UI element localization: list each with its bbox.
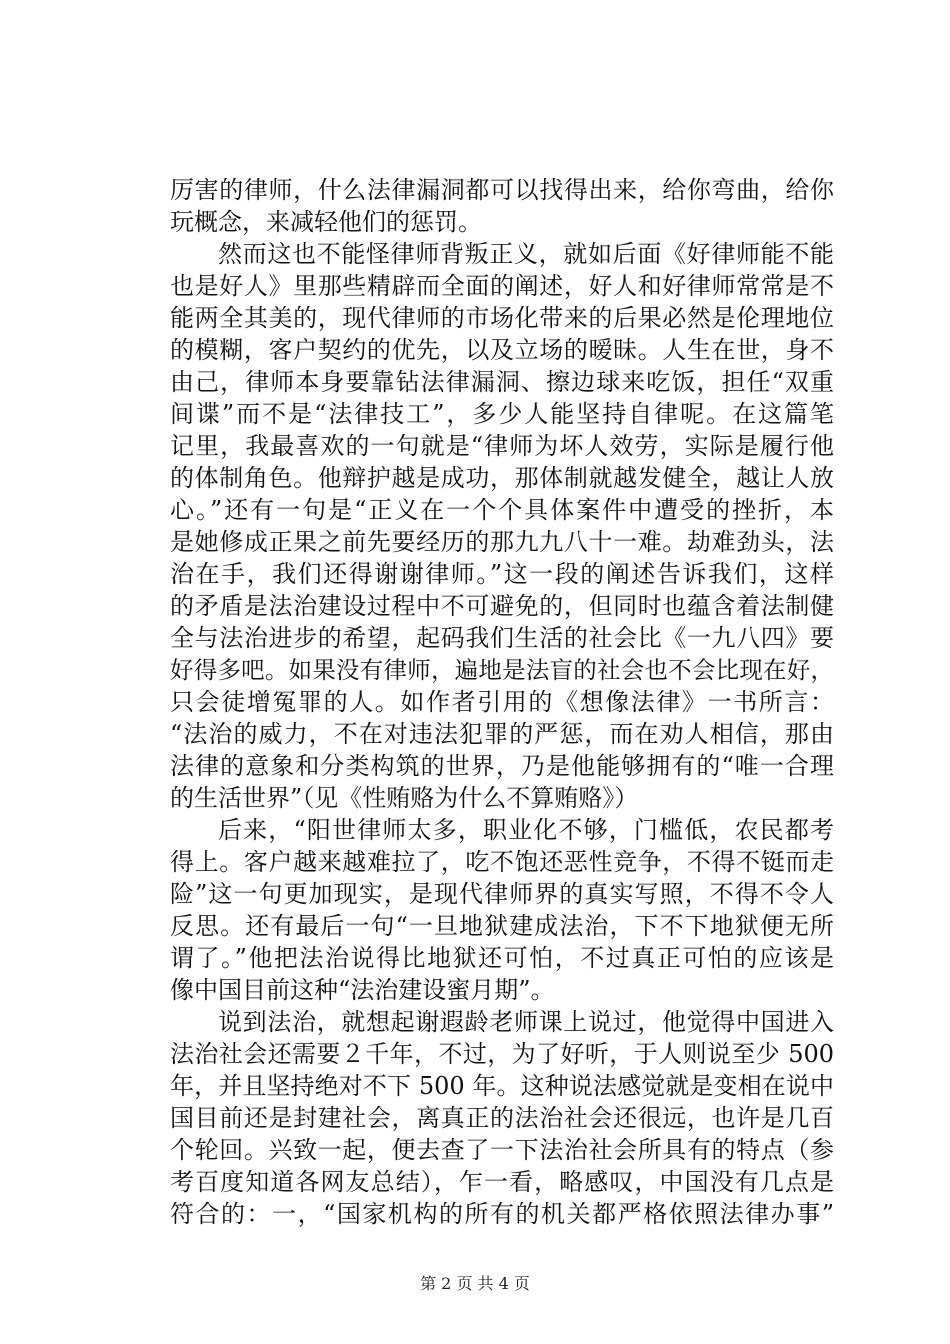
text-line: 的模糊，客户契约的优先，以及立场的暧昧。人生在世，身不 xyxy=(170,336,834,364)
text-line: 只会徒增冤罪的人。如作者引用的《想像法律》一书所言： xyxy=(170,688,834,716)
text-line: 后来，“阳世律师太多，职业化不够，门槛低，农民都考 xyxy=(218,816,834,844)
text-line: 也是好人》里那些精辟而全面的阐述，好人和好律师常常是不 xyxy=(170,272,834,300)
text-line: 记里，我最喜欢的一句就是“律师为坏人效劳，实际是履行他 xyxy=(170,432,834,460)
text-line: 由己，律师本身要靠钻法律漏洞、擦边球来吃饭，担任“双重 xyxy=(170,368,834,396)
text-line: 是她修成正果之前先要经历的那九九八十一难。劫难劲头，法 xyxy=(170,528,834,556)
text-line: 险”这一句更加现实，是现代律师界的真实写照，不得不令人 xyxy=(170,880,834,908)
text-line: 考百度知道各网友总结），乍一看，略感叹，中国没有几点是 xyxy=(170,1168,834,1196)
page-footer xyxy=(0,1274,950,1294)
text-line: 的生活世界”（见《性贿赂为什么不算贿赂》） xyxy=(170,784,639,812)
text-line: 谓了。”他把法治说得比地狱还可怕，不过真正可怕的应该是 xyxy=(170,944,834,972)
text-line: 个轮回。兴致一起，便去查了一下法治社会所具有的特点（参 xyxy=(170,1136,834,1164)
document-body xyxy=(170,174,834,1230)
text-line: 能两全其美的，现代律师的市场化带来的后果必然是伦理地位 xyxy=(170,304,834,332)
text-line: 全与法治进步的希望，起码我们生活的社会比《一九八四》要 xyxy=(170,624,834,652)
text-line: 国目前还是封建社会，离真正的法治社会还很远，也许是几百 xyxy=(170,1104,834,1132)
text-line: 间谍”而不是“法律技工”，多少人能坚持自律呢。在这篇笔 xyxy=(170,400,834,428)
text-line: 反思。还有最后一句“一旦地狱建成法治，下不下地狱便无所 xyxy=(170,912,834,940)
text-line: 年，并且坚持绝对不下 500 年。这种说法感觉就是变相在说中 xyxy=(170,1072,834,1100)
text-line: 像中国目前这种“法治建设蜜月期”。 xyxy=(170,976,555,1004)
text-line: 玩概念，来减轻他们的惩罚。 xyxy=(170,208,482,236)
text-line: 治在手，我们还得谢谢律师。”这一段的阐述告诉我们，这样 xyxy=(170,560,834,588)
text-line: 得上。客户越来越难拉了，吃不饱还恶性竞争，不得不铤而走 xyxy=(170,848,834,876)
text-line: 的体制角色。他辩护越是成功，那体制就越发健全，越让人放 xyxy=(170,464,834,492)
text-line: 说到法治，就想起谢遐龄老师课上说过，他觉得中国进入 xyxy=(218,1008,834,1036)
page-number-label: 第 2 页 共 4 页 xyxy=(420,1274,530,1293)
text-line: 然而这也不能怪律师背叛正义，就如后面《好律师能不能 xyxy=(218,240,834,268)
text-line: 法律的意象和分类构筑的世界，乃是他能够拥有的“唯一合理 xyxy=(170,752,834,780)
text-line: 好得多吧。如果没有律师，遍地是法盲的社会也不会比现在好， xyxy=(170,656,834,684)
text-line: 的矛盾是法治建设过程中不可避免的，但同时也蕴含着法制健 xyxy=(170,592,834,620)
text-line: 符合的：一，“国家机构的所有的机关都严格依照法律办事” xyxy=(170,1200,834,1228)
text-line: 厉害的律师，什么法律漏洞都可以找得出来，给你弯曲，给你 xyxy=(170,176,834,204)
text-line: 心。”还有一句是“正义在一个个具体案件中遭受的挫折，本 xyxy=(170,496,834,524)
text-line: “法治的威力，不在对违法犯罪的严惩，而在劝人相信，那由 xyxy=(170,720,834,748)
text-line: 法治社会还需要２千年，不过，为了好听，于人则说至少 500 xyxy=(170,1040,834,1068)
